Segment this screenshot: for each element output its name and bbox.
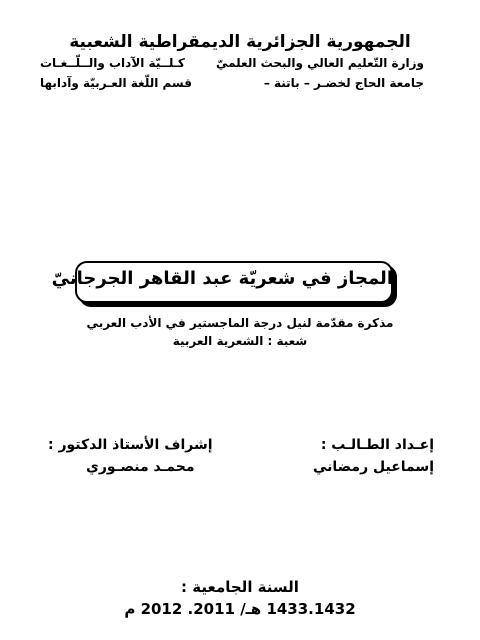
university-name: جامعة الحاج لخضـر – باتنة –	[263, 76, 424, 90]
degree-statement: مذكرة مقدّمة لنيل درجة الماجستير في الأدب العربي	[86, 316, 394, 330]
republic-heading: الجمهورية الجزائرية الديمقراطية الشعبية	[69, 32, 411, 52]
supervisor-name: محمـد منصـوري	[86, 459, 195, 475]
ministry-name: وزارة التّعليم العالي والبحث العلميّ	[215, 56, 424, 70]
academic-year-label: السنة الجامعية :	[181, 578, 299, 596]
student-name: إسماعيل رمضاني	[312, 459, 434, 475]
prepared-by-label: إعـداد الطـالـب :	[320, 437, 434, 453]
academic-year: 1433.1432 هـ/ 2011. 2012 م	[124, 600, 356, 618]
faculty-name: كـلــيّة الآداب والــلّــغـات	[40, 56, 185, 70]
branch-statement: شعبة : الشعرية العربية	[172, 334, 308, 348]
department-name: قسم اللّغة العـربيّة وآدابها	[40, 76, 192, 90]
supervisor-label: إشراف الأستاذ الدكتور :	[48, 437, 213, 453]
thesis-title: المجاز في شعريّة عبد القاهر الجرجانيّ	[51, 268, 393, 289]
